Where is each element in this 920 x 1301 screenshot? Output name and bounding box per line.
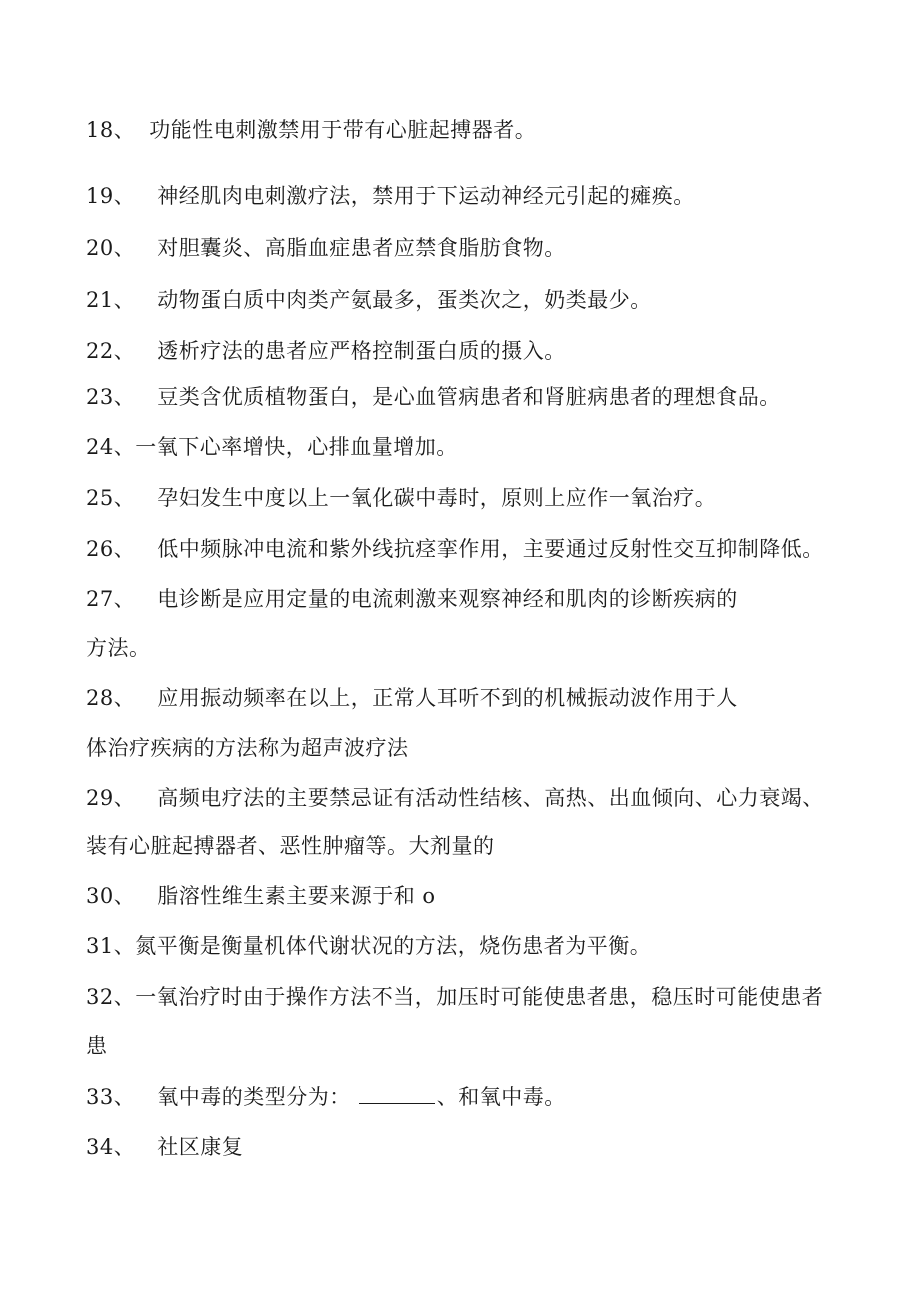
item-text: 、和氧中毒。 (436, 1085, 566, 1109)
item-text: 氮平衡是衡量机体代谢状况的方法，烧伤患者为平衡。 (135, 934, 652, 958)
item-number: 25、 (86, 486, 136, 510)
fill-in-blank (359, 1085, 435, 1104)
item-30 (86, 882, 880, 910)
item-33 (86, 1083, 880, 1111)
item-text: 一氧治疗时由于操作方法不当，加压时可能使患者患，稳压时可能使患者 (135, 985, 824, 1009)
item-number: 24、 (86, 435, 136, 459)
item-text: 豆类含优质植物蛋白，是心血管病患者和肾脏病患者的理想食品。 (157, 385, 781, 409)
item-20 (86, 234, 880, 262)
item-number: 32、 (86, 985, 136, 1009)
item-21 (86, 286, 880, 314)
item-27-continuation (86, 634, 880, 662)
item-text: 功能性电刺激禁用于带有心脏起搏器者。 (149, 118, 537, 142)
item-27 (86, 585, 880, 613)
item-text: 应用振动频率在以上，正常人耳听不到的机械振动波作用于人 (157, 686, 738, 710)
item-text: 社区康复 (157, 1135, 244, 1159)
item-text: 电诊断是应用定量的电流刺激来观察神经和肌肉的诊断疾病的 (157, 587, 738, 611)
item-number: 21、 (86, 288, 136, 312)
item-number: 28、 (86, 686, 136, 710)
item-text: 低中频脉冲电流和紫外线抗痉挛作用，主要通过反射性交互抑制降低。 (157, 537, 824, 561)
item-number: 33、 (86, 1085, 136, 1109)
item-text: 对胆囊炎、高脂血症患者应禁食脂肪食物。 (157, 236, 566, 260)
item-number: 22、 (86, 339, 136, 363)
item-number: 23、 (86, 385, 136, 409)
item-text: 透析疗法的患者应严格控制蛋白质的摄入。 (157, 339, 566, 363)
item-28-continuation (86, 734, 880, 762)
item-22 (86, 337, 880, 365)
item-text: 氧中毒的类型分为： (157, 1085, 351, 1109)
item-number: 34、 (86, 1135, 136, 1159)
item-34 (86, 1133, 880, 1161)
item-number: 26、 (86, 537, 136, 561)
item-text: 患 (86, 1034, 108, 1058)
item-text: 方法。 (86, 636, 151, 660)
item-text: 孕妇发生中度以上一氧化碳中毒时，原则上应作一氧治疗。 (157, 486, 717, 510)
item-text: 神经肌肉电刺激疗法，禁用于下运动神经元引起的瘫痪。 (157, 184, 695, 208)
item-25 (86, 484, 880, 512)
item-23 (86, 383, 880, 411)
item-number: 31、 (86, 934, 136, 958)
item-29-continuation (86, 832, 880, 860)
item-text: 脂溶性维生素主要来源于和 o (157, 884, 436, 908)
item-number: 30、 (86, 884, 136, 908)
item-26 (86, 535, 880, 563)
item-number: 29、 (86, 786, 136, 810)
item-28 (86, 684, 880, 712)
item-text: 动物蛋白质中肉类产氨最多，蛋类次之，奶类最少。 (157, 288, 652, 312)
item-number: 27、 (86, 587, 136, 611)
item-text: 高频电疗法的主要禁忌证有活动性结核、高热、出血倾向、心力衰竭、 (157, 786, 824, 810)
item-text: 体治疗疾病的方法称为超声波疗法 (86, 736, 409, 760)
item-text: 装有心脏起搏器者、恶性肿瘤等。大剂量的 (86, 834, 495, 858)
item-number: 20、 (86, 236, 136, 260)
item-32 (86, 983, 880, 1011)
item-text: 一氧下心率增快，心排血量增加。 (135, 435, 458, 459)
item-number: 19、 (86, 184, 136, 208)
item-31 (86, 932, 880, 960)
item-18 (86, 116, 880, 144)
item-number: 18、 (86, 118, 136, 142)
item-24 (86, 433, 880, 461)
item-29 (86, 784, 880, 812)
item-19 (86, 182, 880, 210)
item-32-continuation (86, 1032, 880, 1060)
